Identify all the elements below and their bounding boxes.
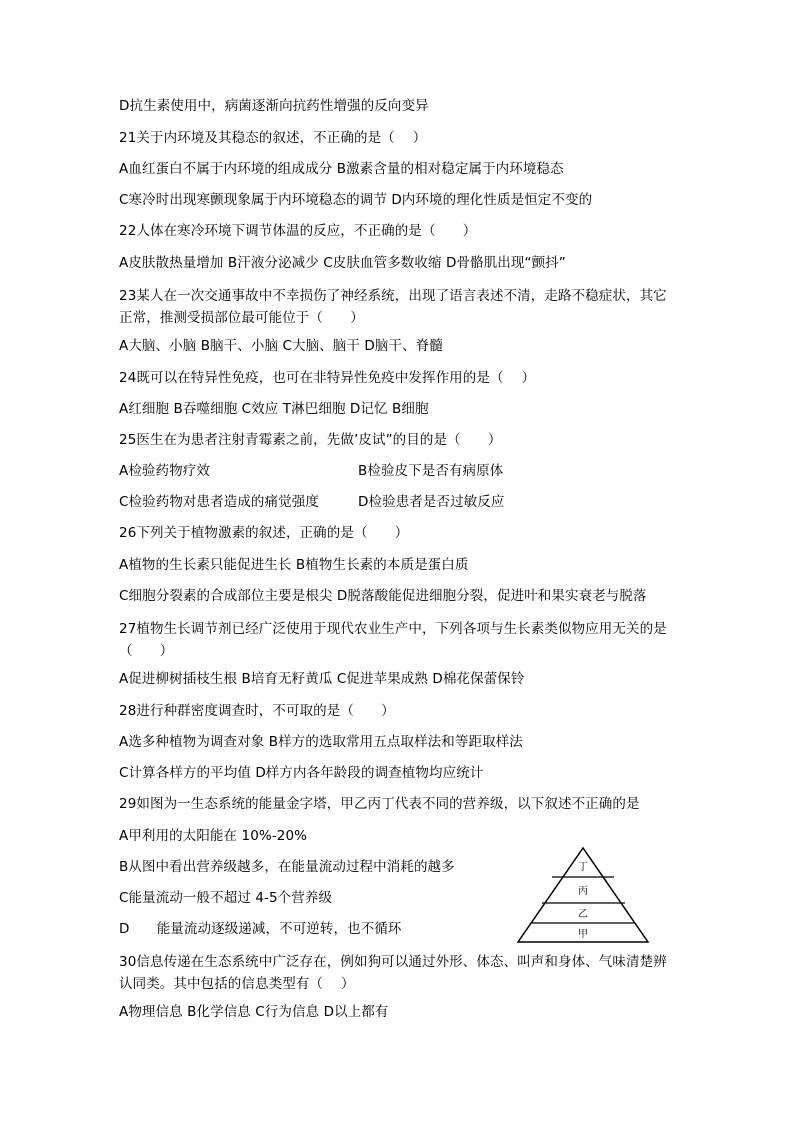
- energy-pyramid-svg: [516, 846, 650, 944]
- question-29-option-b: B从图中看出营养级越多，在能量流动过程中消耗的越多: [119, 859, 455, 875]
- question-28-options-cd: C计算各样方的平均值 D样方内各年龄段的调查植物均应统计: [119, 765, 484, 781]
- question-22-options: A皮肤散热量增加 B汗液分泌减少 C皮肤血管多数收缩 D骨骼肌出现“颤抖”: [119, 255, 566, 271]
- pyramid-level-ding: 丁: [578, 862, 588, 873]
- pyramid-level-jia: 甲: [578, 929, 588, 940]
- question-28: 28进行种群密度调查时，不可取的是（ ）: [119, 703, 395, 719]
- energy-pyramid-diagram: [516, 846, 650, 944]
- pyramid-level-bing: 丙: [578, 886, 588, 897]
- question-29-option-c: C能量流动一般不超过 4-5个营养级: [119, 890, 333, 906]
- question-23-options: A大脑、小脑 B脑干、小脑 C大脑、脑干 D脑干、脊髓: [119, 338, 443, 354]
- question-25-option-c: C检验药物对患者造成的痛觉强度: [119, 494, 319, 510]
- question-24-options: A红细胞 B吞噬细胞 C效应 T淋巴细胞 D记忆 B细胞: [119, 401, 429, 417]
- question-29: 29如图为一生态系统的能量金字塔，甲乙丙丁代表不同的营养级，以下叙述不正确的是: [119, 796, 640, 812]
- question-21-options-ab: A血红蛋白不属于内环境的组成成分 B激素含量的相对稳定属于内环境稳态: [119, 161, 564, 177]
- question-23: 23某人在一次交通事故中不幸损伤了神经系统，出现了语言表述不清，走路不稳症状，其它正常，推测受损部位最可能位于（ ）: [119, 288, 667, 326]
- question-27-options: A促进柳树插枝生根 B培育无籽黄瓜 C促进苹果成熟 D棉花保蕾保铃: [119, 671, 525, 687]
- question-24: 24既可以在特异性免疫，也可在非特异性免疫中发挥作用的是（ ）: [119, 370, 536, 386]
- question-21: 21关于内环境及其稳态的叙述，不正确的是（ ）: [119, 130, 427, 146]
- text-line-option-d-prev: D抗生素使用中，病菌逐渐向抗药性增强的反向变异: [119, 98, 429, 114]
- question-25-option-d: D检验患者是否过敏反应: [358, 494, 505, 510]
- question-29-option-d: D 能量流动逐级递减，不可逆转，也不循环: [119, 921, 402, 937]
- question-26-options-cd: C细胞分裂素的合成部位主要是根尖 D脱落酸能促进细胞分裂，促进叶和果实衰老与脱落: [119, 588, 647, 604]
- pyramid-level-yi: 乙: [578, 909, 588, 920]
- question-27: 27植物生长调节剂已经广泛使用于现代农业生产中，下列各项与生长素类似物应用无关的是（ ）: [119, 621, 667, 659]
- question-28-options-ab: A选多种植物为调查对象 B样方的选取常用五点取样法和等距取样法: [119, 734, 523, 750]
- question-26: 26下列关于植物激素的叙述，正确的是（ ）: [119, 525, 409, 541]
- question-25: 25医生在为患者注射青霉素之前，先做’皮试”的目的是（ ）: [119, 432, 502, 448]
- question-25-option-a: A检验药物疗效: [119, 463, 210, 479]
- question-29-option-a: A甲利用的太阳能在 10%-20%: [119, 828, 308, 844]
- question-30-options: A物理信息 B化学信息 C行为信息 D以上都有: [119, 1004, 389, 1020]
- question-22: 22人体在寒冷环境下调节体温的反应，不正确的是（ ）: [119, 223, 477, 239]
- question-30: 30信息传递在生态系统中广泛存在，例如狗可以通过外形、体态、叫声和身体、气味清楚辨认同类。其中包括的信息类型有（ ）: [119, 954, 667, 992]
- question-21-options-cd: C寒冷时出现寒颤现象属于内环境稳态的调节 D内环境的理化性质是恒定不变的: [119, 192, 593, 208]
- question-26-options-ab: A植物的生长素只能促进生长 B植物生长素的本质是蛋白质: [119, 557, 469, 573]
- question-25-option-b: B检验皮下是否有病原体: [358, 463, 504, 479]
